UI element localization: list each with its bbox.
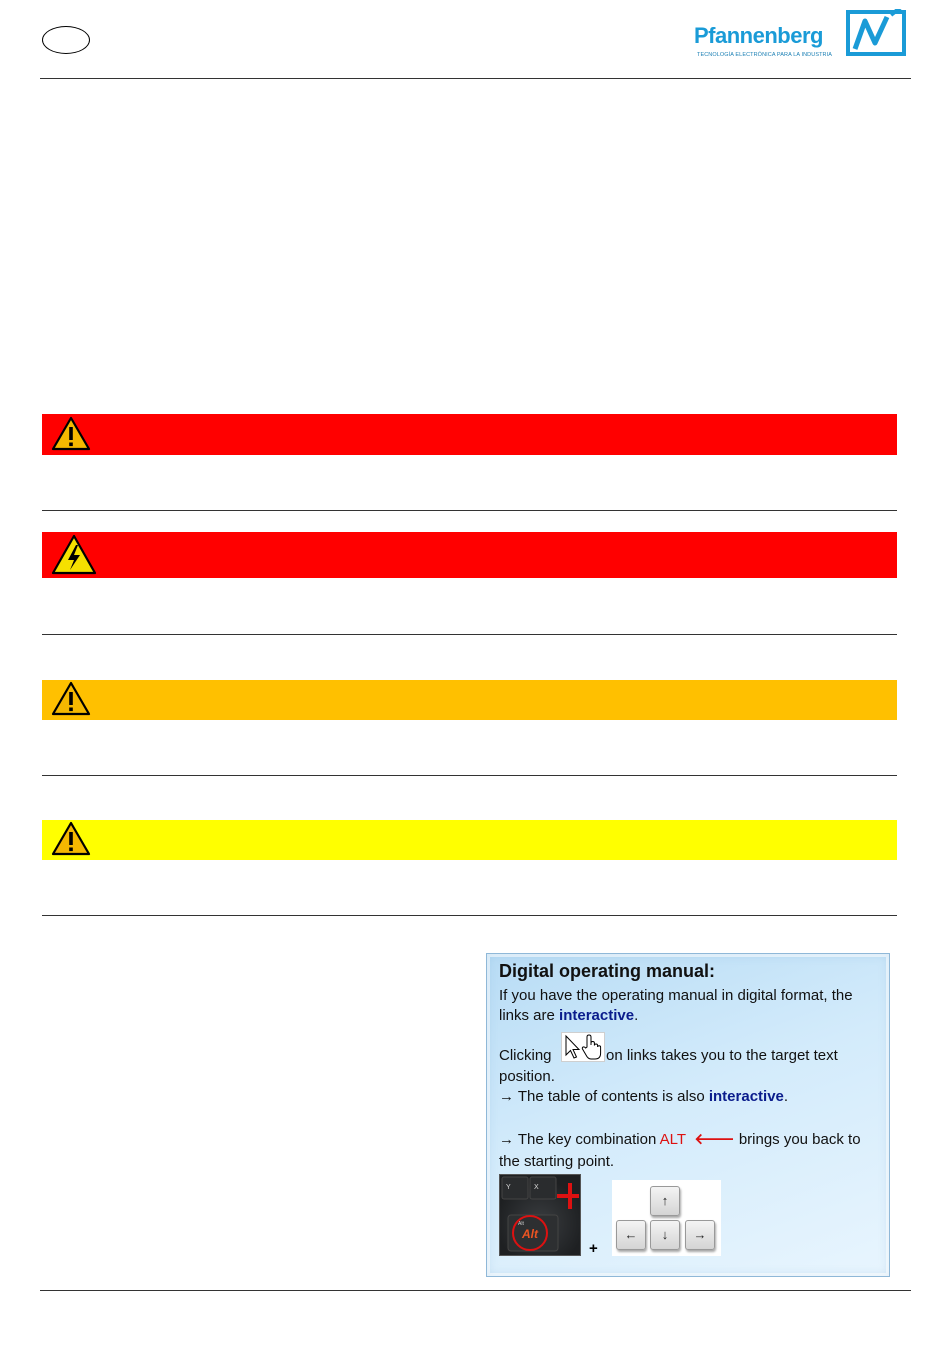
arrow-left-key: ← [616, 1220, 646, 1250]
cursor-icons [561, 1032, 605, 1062]
mouse-pointer-icon [566, 1036, 579, 1058]
caution-bar [42, 820, 897, 860]
text: brings you back to [738, 1131, 861, 1148]
section-rule [42, 775, 897, 776]
brand-logo [694, 9, 908, 59]
danger-bar [42, 414, 897, 455]
svg-text:Y: Y [506, 1184, 511, 1191]
back-arrow-icon: 🡐 [694, 1131, 735, 1148]
interactive-highlight: interactive [708, 1088, 784, 1105]
footer-rule [40, 1290, 911, 1291]
keycombo-line-2: the starting point. [499, 1153, 615, 1170]
manual-line-1: If you have the operating manual in digital format, the [499, 987, 853, 1004]
hand-pointer-icon [582, 1035, 600, 1059]
text: → The key combination [499, 1131, 660, 1148]
warning-triangle-icon [51, 416, 91, 452]
interactive-highlight: interactive [559, 1007, 635, 1024]
alt-key-text: ALT [659, 1131, 687, 1148]
text: links are [499, 1007, 560, 1024]
keycombo-line [499, 1130, 861, 1150]
brand-tagline: TECNOLOGÍA ELECTRÓNICA PARA LA INDUSTRIA [697, 52, 833, 58]
brand-name: Pfannenberg [694, 23, 823, 48]
language-badge [42, 26, 90, 54]
section-rule [42, 915, 897, 916]
svg-text:X: X [534, 1184, 539, 1191]
text: . [634, 1007, 639, 1024]
svg-text:Alt: Alt [518, 1221, 524, 1227]
arrow-keys-image [612, 1180, 721, 1256]
header-rule [40, 78, 911, 79]
section-rule [42, 634, 897, 635]
electric-danger-bar [42, 532, 897, 578]
clicking-prefix: Clicking [499, 1047, 552, 1064]
plus-sign: + [589, 1240, 598, 1257]
section-rule [42, 510, 897, 511]
arrow-right-key: → [685, 1220, 715, 1250]
text: . [783, 1088, 789, 1105]
alt-key-label: Alt [522, 1227, 538, 1241]
warning-triangle-icon [51, 681, 91, 717]
high-voltage-icon [51, 534, 97, 576]
warning-triangle-icon [51, 821, 91, 857]
brand-mark-icon [845, 9, 907, 57]
arrow-up-key: ↑ [650, 1186, 680, 1216]
manual-title: Digital operating manual: [499, 961, 716, 981]
alt-key-image [499, 1174, 581, 1256]
text: → The table of contents is also [499, 1088, 709, 1105]
toc-line [499, 1087, 788, 1107]
clicking-suffix: on links takes you to the target text [606, 1047, 838, 1064]
manual-line-2 [499, 1006, 638, 1026]
arrow-down-key: ↓ [650, 1220, 680, 1250]
warning-bar [42, 680, 897, 720]
digital-manual-box [486, 953, 890, 1277]
clicking-line-2: position. [499, 1068, 555, 1085]
